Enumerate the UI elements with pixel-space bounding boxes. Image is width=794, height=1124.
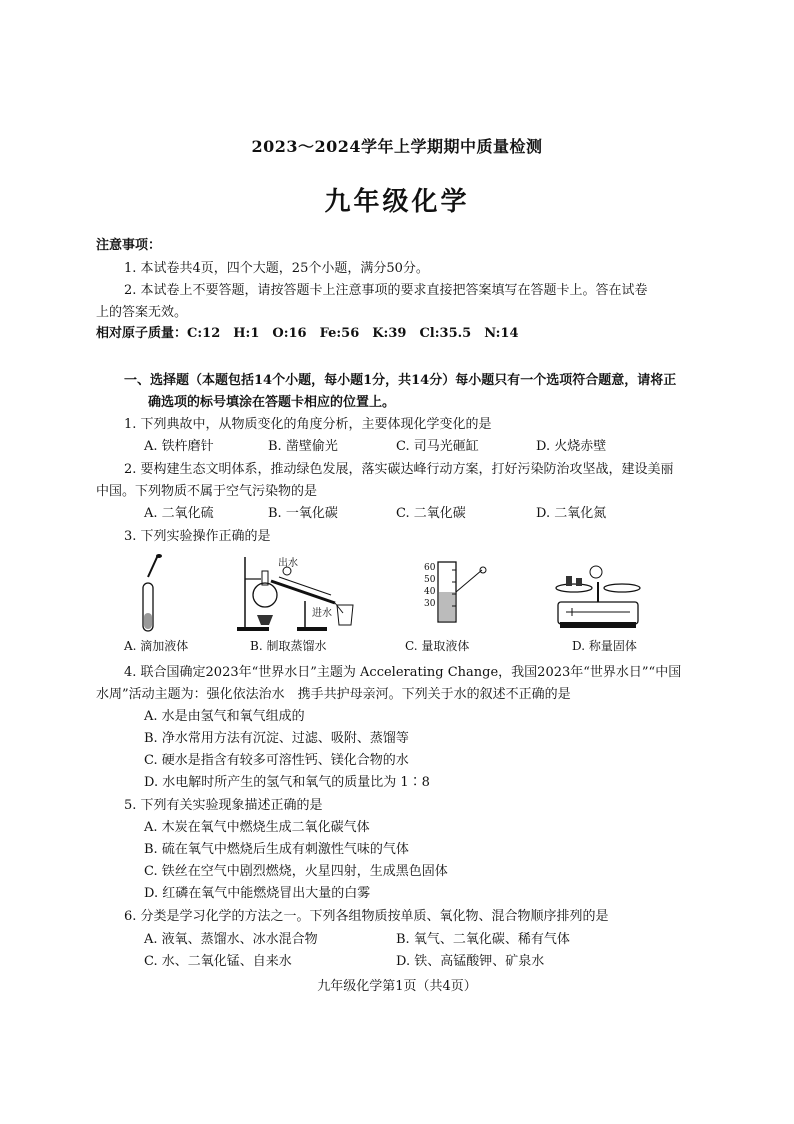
atomic-masses: 相对原子质量：C:12 H:1 O:16 Fe:56 K:39 Cl:35.5 N:14	[96, 326, 519, 341]
question-2-option-c: C. 二氧化碳	[396, 506, 466, 521]
page-footer: 九年级化学第1页（共4页）	[317, 979, 477, 994]
question-5-option-b: B. 硫在氧气中燃烧后生成有刺激性气味的气体	[144, 842, 409, 857]
distillation-apparatus-figure	[235, 553, 375, 633]
notice-item-2-cont: 上的答案无效。	[96, 305, 188, 320]
question-4-option-a: A. 水是由氢气和氧气组成的	[144, 709, 305, 724]
question-4-option-c: C. 硬水是指含有较多可溶性钙、镁化合物的水	[144, 753, 409, 768]
question-6-option-b: B. 氧气、二氧化碳、稀有气体	[396, 932, 570, 947]
question-3-caption-b: B. 制取蒸馏水	[250, 639, 327, 653]
question-3-caption-c: C. 量取液体	[405, 639, 470, 653]
notice-item-1: 1. 本试卷共4页，四个大题，25个小题，满分50分。	[124, 261, 429, 276]
notice-heading: 注意事项：	[96, 238, 162, 253]
question-5-option-c: C. 铁丝在空气中剧烈燃烧，火星四射，生成黑色固体	[144, 864, 448, 879]
water-in-label: 进水	[312, 608, 332, 619]
question-4-option-d: D. 水电解时所产生的氢气和氧气的质量比为 1∶8	[144, 775, 430, 790]
question-1-option-a: A. 铁杵磨针	[144, 439, 214, 454]
notice-item-2: 2. 本试卷上不要答题，请按答题卡上注意事项的要求直接把答案填写在答题卡上。答在试卷	[124, 283, 648, 298]
cylinder-tick-40: 40	[424, 587, 436, 597]
question-6-option-a: A. 液氧、蒸馏水、冰水混合物	[144, 932, 318, 947]
exam-title: 2023～2024学年上学期期中质量检测	[251, 137, 543, 156]
question-4-stem: 4. 联合国确定2023年“世界水日”主题为 Accelerating Change，我国2023年“世界水日”“中国	[124, 665, 682, 680]
question-2-option-a: A. 二氧化硫	[144, 506, 214, 521]
question-1-stem: 1. 下列典故中，从物质变化的角度分析，主要体现化学变化的是	[124, 417, 492, 432]
section-1-intro-cont: 确选项的标号填涂在答题卡相应的位置上。	[148, 395, 396, 410]
section-1-intro: 一、选择题（本题包括14个小题，每小题1分，共14分）每小题只有一个选项符合题意，请将正	[124, 373, 677, 388]
cylinder-tick-30: 30	[424, 599, 436, 609]
subject-title: 九年级化学	[324, 187, 470, 217]
question-2-stem: 2. 要构建生态文明体系，推动绿色发展，落实碳达峰行动方案，打好污染防治攻坚战，建设美丽	[124, 462, 674, 477]
question-6-option-c: C. 水、二氧化锰、自来水	[144, 954, 292, 969]
water-out-label: 出水	[278, 558, 298, 569]
question-6-option-d: D. 铁、高锰酸钾、矿泉水	[396, 954, 545, 969]
dropper-test-tube-figure	[135, 553, 175, 635]
question-4-stem-cont: 水周”活动主题为：强化依法治水 携手共护母亲河。下列关于水的叙述不正确的是	[96, 687, 571, 702]
question-3-caption-d: D. 称量固体	[572, 639, 637, 653]
cylinder-tick-60: 60	[424, 563, 436, 573]
question-3-stem: 3. 下列实验操作正确的是	[124, 529, 271, 544]
balance-scale-figure	[548, 562, 648, 630]
question-2-stem-cont: 中国。下列物质不属于空气污染物的是	[96, 484, 318, 499]
question-2-option-b: B. 一氧化碳	[268, 506, 338, 521]
question-1-option-c: C. 司马光砸缸	[396, 439, 479, 454]
question-5-stem: 5. 下列有关实验现象描述正确的是	[124, 798, 323, 813]
question-5-option-a: A. 木炭在氧气中燃烧生成二氧化碳气体	[144, 820, 370, 835]
question-5-option-d: D. 红磷在氧气中能燃烧冒出大量的白雾	[144, 886, 371, 901]
question-1-option-d: D. 火烧赤壁	[536, 439, 607, 454]
cylinder-tick-50: 50	[424, 575, 436, 585]
question-4-option-b: B. 净水常用方法有沉淀、过滤、吸附、蒸馏等	[144, 731, 409, 746]
question-3-caption-a: A. 滴加液体	[124, 639, 189, 653]
question-2-option-d: D. 二氧化氮	[536, 506, 607, 521]
question-6-stem: 6. 分类是学习化学的方法之一。下列各组物质按单质、氧化物、混合物顺序排列的是	[124, 909, 609, 924]
question-1-option-b: B. 凿壁偷光	[268, 439, 338, 454]
